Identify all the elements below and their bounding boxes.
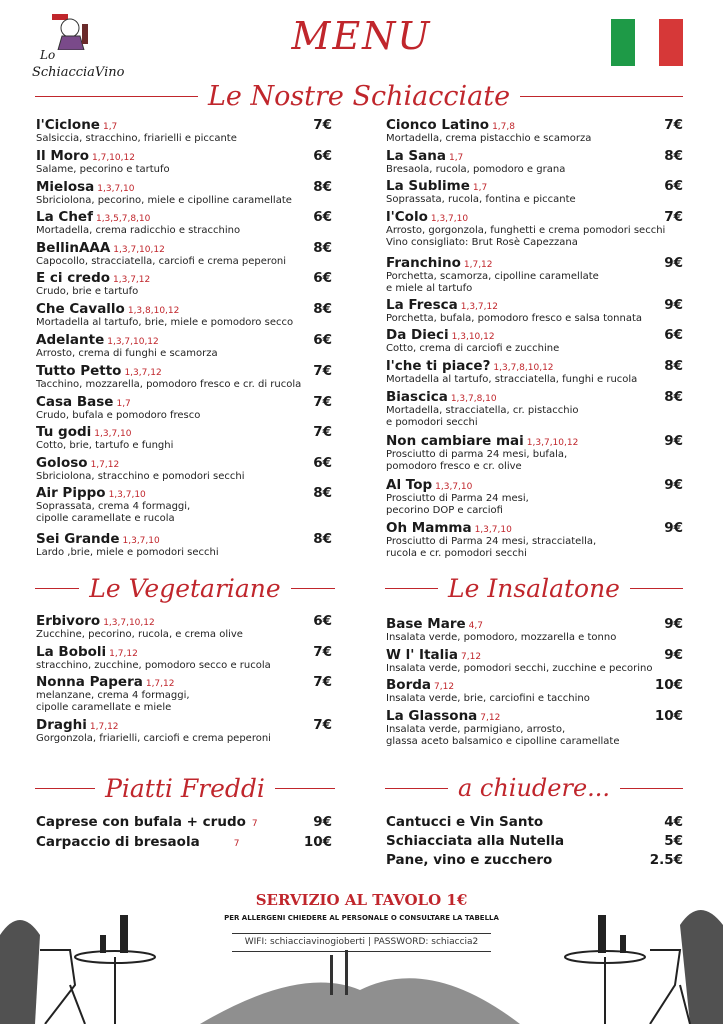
item-name [36, 644, 332, 660]
item-name-text: Franchino [386, 255, 461, 271]
item-allergens: 1,3,7,8,10 [450, 394, 497, 404]
menu-item [386, 389, 683, 429]
item-description: Mortadella, stracciatella, cr. pistacchio e pomodori secchi [386, 405, 579, 428]
item-name [36, 179, 332, 195]
item-price: 9€ [664, 616, 683, 632]
menu-item [386, 708, 683, 748]
item-allergens: 1,3,7,10 [430, 214, 469, 224]
item-allergens: 7,12 [461, 652, 482, 662]
item-price: 7€ [313, 394, 332, 410]
menu-item [36, 394, 332, 422]
item-price: 4€ [664, 814, 683, 830]
item-price: 6€ [313, 332, 332, 348]
item-allergens: 1,3,8,10,12 [127, 306, 180, 316]
item-description: Soprassata, rucola, fontina e piccante [386, 194, 576, 205]
item-price: 7€ [313, 117, 332, 133]
item-name [386, 327, 683, 343]
item-name [36, 332, 332, 348]
flag-red [659, 19, 683, 66]
item-allergens: 7 [251, 819, 258, 829]
item-name [386, 178, 683, 194]
item-name [36, 814, 332, 830]
item-name [386, 708, 683, 724]
menu-item [36, 674, 332, 714]
item-description: Prosciutto di Parma 24 mesi, stracciatella, rucola e cr. pomodori secchi [386, 536, 597, 559]
item-description: Mortadella, crema radicchio e stracchino [36, 225, 241, 236]
item-price: 6€ [313, 209, 332, 225]
menu-item [36, 613, 332, 641]
item-price: 10€ [654, 677, 683, 693]
item-allergens: 1,3,7,10,12 [107, 337, 159, 347]
item-name [36, 363, 332, 379]
item-description: melanzane, crema 4 formaggi, cipolle caramellate e miele [36, 690, 190, 713]
item-allergens: 1,7 [102, 122, 118, 132]
item-name [36, 270, 332, 286]
menu-item [36, 270, 332, 298]
item-allergens: 1,7,12 [145, 679, 175, 689]
menu-item [36, 717, 332, 745]
item-description: Tacchino, mozzarella, pomodoro fresco e cr. di rucola [36, 379, 302, 390]
item-description: Insalata verde, parmigiano, arrosto, glassa aceto balsamico e cipolline caramellate [386, 724, 620, 747]
item-name-text: Oh Mamma [386, 520, 472, 536]
item-name [386, 209, 683, 225]
item-name-text: l'che ti piace? [386, 358, 491, 374]
item-name-text: La Sublime [386, 178, 470, 194]
item-name [386, 833, 683, 849]
italian-flag-icon [611, 19, 683, 66]
item-description: Mortadella al tartufo, brie, miele e pomodoro secco [36, 317, 294, 328]
menu-item [36, 531, 332, 559]
item-price: 9€ [313, 814, 332, 830]
menu-item [386, 677, 683, 705]
item-description: Mortadella al tartufo, stracciatella, funghi e rucola [386, 374, 638, 385]
item-price: 6€ [313, 148, 332, 164]
item-name [36, 424, 332, 440]
item-name [386, 677, 683, 693]
item-price: 6€ [313, 613, 332, 629]
item-description: Cotto, brie, tartufo e funghi [36, 440, 174, 451]
item-name-text: Tu godi [36, 424, 92, 440]
menu-item [386, 148, 683, 176]
menu-item [386, 178, 683, 206]
menu-item [36, 117, 332, 145]
item-description: stracchino, zucchine, pomodoro secco e rucola [36, 660, 271, 671]
item-name [386, 255, 683, 271]
item-name-text: E ci credo [36, 270, 111, 286]
item-allergens: 1,7 [472, 183, 488, 193]
item-name [386, 852, 683, 868]
menu-item [36, 424, 332, 452]
item-price: 8€ [313, 485, 332, 501]
wifi-box [0, 937, 723, 947]
item-name [36, 531, 332, 547]
item-name-text: l'Colo [386, 209, 428, 225]
item-name-text: Adelante [36, 332, 105, 348]
item-allergens: 1,3,7,12 [460, 302, 498, 312]
item-description: Cotto, crema di carciofi e zucchine [386, 343, 560, 354]
item-description: Salame, pecorino e tartufo [36, 164, 170, 175]
item-name [386, 647, 683, 663]
item-name-text: W l' Italia [386, 647, 459, 663]
menu-item [386, 117, 683, 145]
item-price: 8€ [313, 301, 332, 317]
item-name [36, 455, 332, 471]
item-price: 8€ [313, 531, 332, 547]
item-name [386, 616, 683, 632]
item-price: 8€ [664, 358, 683, 374]
item-description: Prosciutto di Parma 24 mesi, pecorino DOP e carciofi [386, 493, 529, 516]
menu-item [36, 240, 332, 268]
item-name-text: La Glassona [386, 708, 478, 724]
section-a-chiudere: a chiudere... [385, 768, 683, 808]
item-allergens: 1,7,12 [89, 722, 119, 732]
item-price: 10€ [303, 834, 332, 850]
item-allergens: 1,3,10,12 [451, 332, 495, 342]
item-description: Bresaola, rucola, pomodoro e grana [386, 164, 566, 175]
item-price: 6€ [664, 178, 683, 194]
menu-item [386, 647, 683, 675]
item-allergens: 1,3,7,12 [124, 368, 162, 378]
item-allergens: 1,3,7,10,12 [103, 618, 155, 628]
item-name-text: Mielosa [36, 179, 95, 195]
menu-item [386, 433, 683, 473]
item-description: Soprassata, crema 4 formaggi, cipolle caramellate e rucola [36, 501, 191, 524]
item-price: 7€ [664, 209, 683, 225]
menu-item [36, 301, 332, 329]
item-name [36, 674, 332, 690]
item-price: 7€ [313, 674, 332, 690]
item-name [386, 358, 683, 374]
item-name-text: Biascica [386, 389, 448, 405]
item-description: Porchetta, scamorza, cipolline caramellate e miele al tartufo [386, 271, 599, 294]
item-name-text: Cantucci e Vin Santo [386, 814, 544, 830]
item-name [386, 389, 683, 405]
item-allergens: 1,3,7,12 [113, 275, 151, 285]
item-name [36, 301, 332, 317]
item-name-text: Cionco Latino [386, 117, 490, 133]
item-price: 6€ [313, 455, 332, 471]
item-name-text: Caprese con bufala + crudo [36, 814, 246, 830]
item-name-text: l'Ciclone [36, 117, 100, 133]
item-allergens: 1,7,12 [90, 460, 120, 470]
item-description: Sbriciolona, pecorino, miele e cipolline caramellate [36, 195, 292, 206]
item-allergens: 1,3,7,10 [97, 184, 135, 194]
item-name-text: Sei Grande [36, 531, 120, 547]
menu-item [386, 255, 683, 295]
item-name-text: La Sana [386, 148, 446, 164]
item-allergens: 4,7 [468, 621, 483, 631]
item-price: 7€ [313, 717, 332, 733]
menu-item [386, 833, 683, 849]
item-name [386, 297, 683, 313]
menu-item [36, 834, 332, 850]
menu-item [36, 332, 332, 360]
item-price: 8€ [664, 148, 683, 164]
item-name-text: Il Moro [36, 148, 89, 164]
item-allergens: 1,3,7,10 [94, 429, 132, 439]
item-allergens: 1,3,7,8,10,12 [493, 363, 554, 373]
item-price: 6€ [664, 327, 683, 343]
flag-green [611, 19, 635, 66]
servizio-al-tavolo: SERVIZIO AL TAVOLO 1€ [255, 891, 468, 909]
item-price: 7€ [313, 424, 332, 440]
item-name [36, 117, 332, 133]
item-allergens: 7,12 [480, 713, 501, 723]
item-description: Insalata verde, pomodori secchi, zucchine e pecorino [386, 663, 653, 674]
menu-item [386, 520, 683, 560]
item-name-text: Schiacciata alla Nutella [386, 833, 565, 849]
item-name-text: BellinAAA [36, 240, 111, 256]
item-allergens: 1,7,12 [109, 649, 138, 659]
item-description: Capocollo, stracciatella, carciofi e crema peperoni [36, 256, 287, 267]
item-price: 8€ [664, 389, 683, 405]
item-name [386, 117, 683, 133]
item-name-text: Base Mare [386, 616, 466, 632]
item-name-text: La Boboli [36, 644, 107, 660]
item-description: Insalata verde, brie, carciofini e tacchino [386, 693, 590, 704]
item-price: 7€ [313, 363, 332, 379]
item-allergens: 1,3,7,10,12 [113, 245, 165, 255]
item-price: 10€ [654, 708, 683, 724]
menu-item [36, 363, 332, 391]
menu-item [386, 327, 683, 355]
item-description: Arrosto, crema di funghi e scamorza [36, 348, 218, 359]
item-name-text: Carpaccio di bresaola [36, 834, 200, 850]
item-name [36, 613, 332, 629]
item-name [36, 394, 332, 410]
menu-item [36, 179, 332, 207]
item-name-text: Che Cavallo [36, 301, 125, 317]
item-name-text: La Fresca [386, 297, 458, 313]
item-description: Prosciutto di parma 24 mesi, bufala, pomodoro fresco e cr. olive [386, 449, 568, 472]
item-name-text: La Chef [36, 209, 93, 225]
item-name [386, 433, 683, 449]
item-allergens: 1,7 [448, 153, 464, 163]
item-name-text: Da Dieci [386, 327, 449, 343]
item-allergens: 7 [233, 839, 240, 849]
item-name [36, 717, 332, 733]
item-description: Salsiccia, stracchino, friarielli e piccante [36, 133, 237, 144]
menu-item [36, 148, 332, 176]
item-name-text: Erbivoro [36, 613, 101, 629]
item-description: Porchetta, bufala, pomodoro fresco e salsa tonnata [386, 313, 643, 324]
item-name [386, 814, 683, 830]
item-price: 9€ [664, 297, 683, 313]
item-description: Sbriciolona, stracchino e pomodori secchi [36, 471, 245, 482]
item-allergens: 1,3,7,10 [122, 536, 160, 546]
item-allergens: 1,7,8 [492, 122, 515, 132]
item-name-text: Non cambiare mai [386, 433, 524, 449]
item-name-text: Al Top [386, 477, 433, 493]
item-description: Gorgonzola, friarielli, carciofi e crema peperoni [36, 733, 271, 744]
item-allergens: 1,7,12 [463, 260, 493, 270]
item-price: 2.5€ [649, 852, 683, 868]
menu-item [386, 209, 683, 249]
menu-item [386, 852, 683, 868]
menu-item [36, 209, 332, 237]
item-allergens: 1,7,10,12 [92, 153, 135, 163]
item-description: Lardo ,brie, miele e pomodori secchi [36, 547, 219, 558]
item-allergens: 7,12 [434, 682, 455, 692]
item-price: 5€ [664, 833, 683, 849]
item-price: 9€ [664, 255, 683, 271]
wifi-info: WIFI: schiacciavinogioberti | PASSWORD: schiaccia2 [244, 937, 479, 947]
logo-line1: Lo [40, 48, 56, 62]
item-description: Insalata verde, pomodoro, mozzarella e tonno [386, 632, 617, 643]
item-name [386, 148, 683, 164]
item-description: Crudo, bufala e pomodoro fresco [36, 410, 201, 421]
item-description: Arrosto, gorgonzola, funghetti e crema pomodori secchi Vino consigliato: Brut Rosè Capezzana [386, 225, 666, 248]
item-name-text: Goloso [36, 455, 88, 471]
item-allergens: 1,3,7,10 [474, 525, 512, 535]
item-description: Mortadella, crema pistacchio e scamorza [386, 133, 592, 144]
item-allergens: 1,3,7,10,12 [526, 438, 579, 448]
menu-item [36, 814, 332, 830]
item-allergens: 1,3,7,10 [108, 490, 146, 500]
item-name [36, 209, 332, 225]
section-schiacciate: Le Nostre Schiacciate [35, 76, 683, 116]
menu-item [386, 358, 683, 386]
flag-white [635, 19, 659, 66]
item-description: Zucchine, pecorino, rucola, e crema olive [36, 629, 243, 640]
logo-line2: SchiacciaVino [32, 65, 125, 80]
item-price: 7€ [313, 644, 332, 660]
menu-item [36, 485, 332, 525]
menu-item [36, 644, 332, 672]
item-name [386, 477, 683, 493]
menu-item [386, 814, 683, 830]
menu-item [36, 455, 332, 483]
item-name [36, 485, 332, 501]
item-price: 7€ [664, 117, 683, 133]
item-name [36, 240, 332, 256]
item-name-text: Draghi [36, 717, 87, 733]
menu-item [386, 297, 683, 325]
item-name-text: Tutto Petto [36, 363, 122, 379]
item-name-text: Borda [386, 677, 431, 693]
item-price: 9€ [664, 647, 683, 663]
item-price: 6€ [313, 270, 332, 286]
item-allergens: 1,3,7,10 [435, 482, 473, 492]
page-title: MENU [291, 14, 432, 58]
item-price: 9€ [664, 433, 683, 449]
item-name [386, 520, 683, 536]
item-name-text: Nonna Papera [36, 674, 143, 690]
allergeni-note: PER ALLERGENI CHIEDERE AL PERSONALE O CONSULTARE LA TABELLA [224, 914, 499, 922]
menu-item [386, 616, 683, 644]
item-allergens: 1,3,5,7,8,10 [95, 214, 151, 224]
item-name-text: Pane, vino e zucchero [386, 852, 553, 868]
section-piatti-freddi: Piatti Freddi [35, 768, 335, 808]
section-vegetariane: Le Vegetariane [35, 568, 335, 608]
item-allergens: 1,7 [116, 399, 131, 409]
section-insalatone: Le Insalatone [385, 568, 683, 608]
item-price: 8€ [313, 240, 332, 256]
item-description: Crudo, brie e tartufo [36, 286, 139, 297]
item-name [36, 148, 332, 164]
item-name-text: Air Pippo [36, 485, 106, 501]
item-name [36, 834, 332, 850]
item-price: 8€ [313, 179, 332, 195]
item-name-text: Casa Base [36, 394, 114, 410]
menu-item [386, 477, 683, 517]
item-price: 9€ [664, 477, 683, 493]
item-price: 9€ [664, 520, 683, 536]
